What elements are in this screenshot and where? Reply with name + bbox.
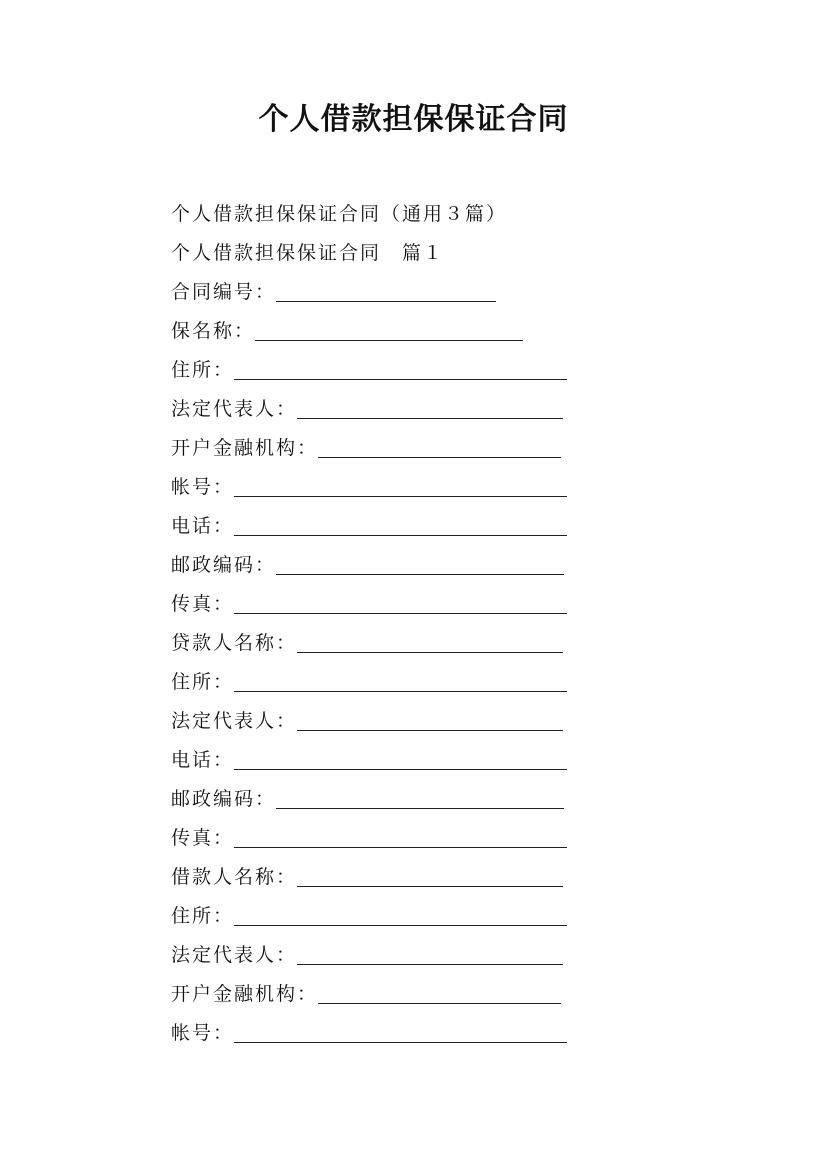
field-label: 电话： — [171, 515, 235, 537]
blank-field — [276, 550, 564, 575]
field-label: 邮政编码： — [171, 554, 277, 576]
guarantor-fax-line — [171, 583, 591, 622]
blank-field — [234, 901, 567, 926]
blank-field — [318, 979, 561, 1004]
guarantor-name-line — [171, 310, 591, 349]
subheading-line — [171, 232, 591, 271]
field-label: 贷款人名称： — [171, 632, 298, 654]
borrower-address-line — [171, 895, 591, 934]
contract-number-line — [171, 271, 591, 310]
field-label: 传真： — [171, 593, 235, 615]
blank-field — [234, 1018, 567, 1043]
blank-field — [234, 667, 567, 692]
blank-field — [234, 823, 567, 848]
guarantor-bank-line — [171, 427, 591, 466]
blank-field — [276, 277, 496, 302]
lender-fax-line — [171, 817, 591, 856]
field-label: 法定代表人： — [171, 398, 298, 420]
field-label: 合同编号： — [171, 281, 277, 303]
lender-address-line — [171, 661, 591, 700]
lender-phone-line — [171, 739, 591, 778]
guarantor-legal-rep-line — [171, 388, 591, 427]
guarantor-account-line — [171, 466, 591, 505]
borrower-account-line — [171, 1012, 591, 1051]
field-label: 邮政编码： — [171, 788, 277, 810]
blank-field — [297, 394, 563, 419]
heading-line — [171, 193, 591, 232]
blank-field — [234, 511, 567, 536]
field-label: 电话： — [171, 749, 235, 771]
lender-name-line — [171, 622, 591, 661]
field-label: 开户金融机构： — [171, 437, 319, 459]
blank-field — [276, 784, 564, 809]
lender-legal-rep-line — [171, 700, 591, 739]
borrower-name-line — [171, 856, 591, 895]
blank-field — [234, 472, 567, 497]
guarantor-postcode-line — [171, 544, 591, 583]
blank-field — [234, 589, 567, 614]
field-label: 住所： — [171, 671, 235, 693]
blank-field — [234, 355, 567, 380]
blank-field — [255, 316, 523, 341]
lender-postcode-line — [171, 778, 591, 817]
field-label: 帐号： — [171, 476, 235, 498]
blank-field — [297, 940, 563, 965]
document-title: 个人借款担保保证合同 — [258, 102, 569, 137]
subheading-text: 个人借款担保保证合同 篇１ — [171, 242, 445, 264]
field-label: 保名称： — [171, 320, 256, 342]
blank-field — [297, 862, 563, 887]
field-label: 帐号： — [171, 1022, 235, 1044]
heading-text: 个人借款担保保证合同（通用３篇） — [171, 203, 508, 225]
field-label: 法定代表人： — [171, 710, 298, 732]
blank-field — [318, 433, 561, 458]
borrower-bank-line — [171, 973, 591, 1012]
guarantor-address-line — [171, 349, 591, 388]
field-label: 住所： — [171, 359, 235, 381]
field-label: 传真： — [171, 827, 235, 849]
blank-field — [297, 706, 563, 731]
guarantor-phone-line — [171, 505, 591, 544]
borrower-legal-rep-line — [171, 934, 591, 973]
field-label: 法定代表人： — [171, 944, 298, 966]
blank-field — [234, 745, 567, 770]
field-label: 住所： — [171, 905, 235, 927]
field-label: 借款人名称： — [171, 866, 298, 888]
blank-field — [297, 628, 563, 653]
document-body — [171, 193, 591, 1051]
field-label: 开户金融机构： — [171, 983, 319, 1005]
